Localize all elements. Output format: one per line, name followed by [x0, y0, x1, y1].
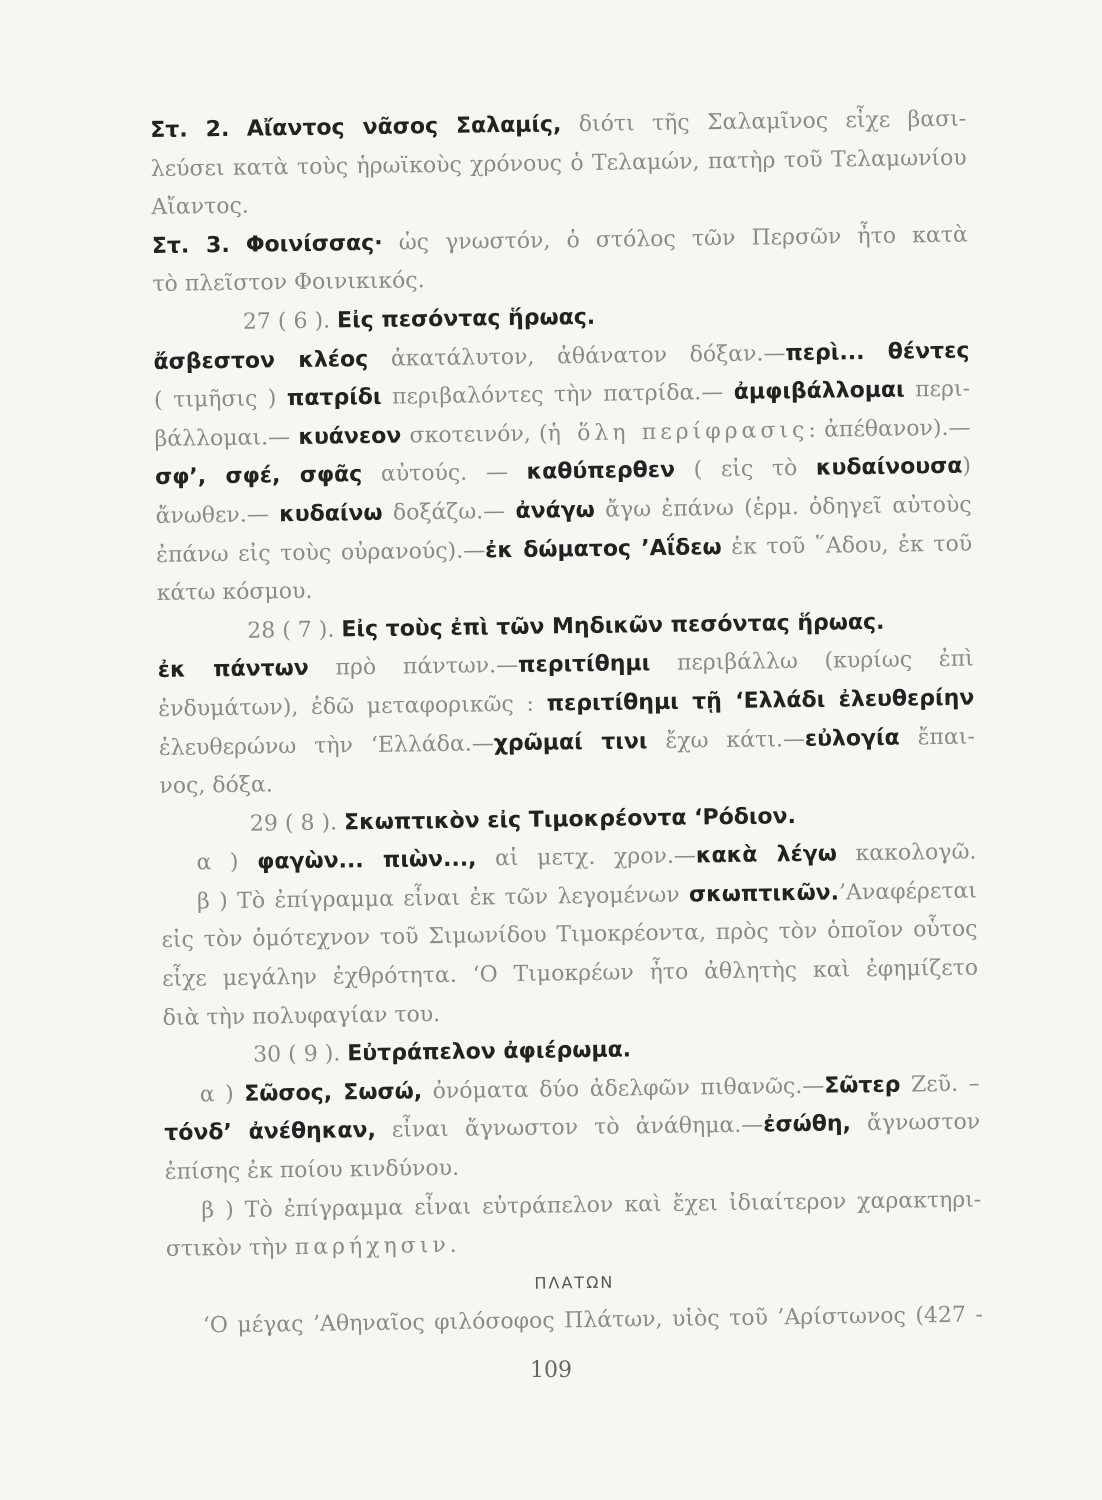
- text-line: ἐλευθερώνω τὴν ‘Ελλάδα.—χρῶμαί τινι ἔχω κάτι.—εὐλογία ἔπαι-: [158, 724, 975, 761]
- text-line: β ) Τὸ ἐπίγραμμα εἶναι ἐκ τῶν λεγομένων σκωπτικῶν.’Αναφέρεται: [196, 878, 978, 915]
- text-line: λεύσει κατὰ τοὺς ἡρωϊκοὺς χρόνους ὁ Τελαμών, πατὴρ τοῦ Τελαμωνίου: [150, 145, 967, 182]
- page-text: [150, 101, 983, 1347]
- gloss: διότι τῆς Σαλαμῖνος εἶχε βασι-: [561, 106, 967, 138]
- text-line: ἐνδυμάτων), ἐδῶ μεταφορικῶς : περιτίθημι τῇ ‘Ελλάδι ἐλευθερίην: [158, 685, 975, 722]
- epigram-heading: 30 ( 9 ). Εὐτράπελον ἀφιέρωμα.: [253, 1037, 632, 1068]
- epigram-heading: 29 ( 8 ). Σκωπτικὸν εἰς Τιμοκρέοντα ‘Ρόδιον.: [249, 803, 797, 837]
- text-line: Αἴαντος.: [151, 193, 249, 221]
- text-line: τὸ πλεῖστον Φοινικικός.: [152, 268, 425, 298]
- text-line: βάλλομαι.— κυάνεον σκοτεινόν, (ἡ ὅλη περίφρασις: ἀπέθανον).—: [154, 415, 971, 452]
- text-line: στικὸν τὴν παρήχησιν.: [165, 1232, 461, 1263]
- text-line: ἐπάνω εἰς τοὺς οὐρανούς).—ἐκ δώματος ’Αΐδεω ἐκ τοῦ ῞Αδου, ἐκ τοῦ: [156, 531, 973, 568]
- page-number: 109: [530, 1358, 572, 1383]
- term: Φοινίσσας·: [245, 230, 383, 258]
- text-line: ἄσβεστον κλέος ἀκατάλυτον, ἀθάνατον δόξαν.—περὶ... θέντες: [153, 338, 970, 375]
- text-line: εἶχε μεγάλην ἐχθρότητα. ‘Ο Τιμοκρέων ἦτο ἀθλητὴς καὶ ἐφημίζετο: [161, 955, 979, 992]
- text-line: σφ’, σφέ, σφᾶς αὐτούς. — καθύπερθεν ( εἰς τὸ κυδαίνουσα): [154, 453, 972, 491]
- text-line: διὰ τὴν πολυφαγίαν του.: [162, 1001, 441, 1031]
- text-line: εἰς τὸν ὁμότεχνον τοῦ Σιμωνίδου Τιμοκρέοντα, πρὸς τὸν ὁποῖον οὗτος: [161, 916, 978, 954]
- text-line: β ) Τὸ ἐπίγραμμα εἶναι εὐτράπελον καὶ ἔχει ἰδιαίτερον χαρακτηρι-: [201, 1187, 982, 1224]
- epigram-heading: 28 ( 7 ). Εἰς τοὺς ἐπὶ τῶν Μηδικῶν πεσόντας ἥρωας.: [247, 609, 885, 644]
- text-line: ἐπίσης ἐκ ποίου κινδύνου.: [164, 1155, 460, 1185]
- strophe-label: Στ. 2.: [150, 116, 230, 143]
- text-line: τόνδ’ ἀνέθηκαν, εἶναι ἄγνωστον τὸ ἀνάθημα.—ἐσώθη, ἄγνωστον: [164, 1109, 981, 1147]
- text-line: ( τιμῆσις ) πατρίδι περιβαλόντες τὴν πατρίδα.— ἀμφιβάλλομαι περι-: [153, 376, 971, 414]
- text-line: ἐκ πάντων πρὸ πάντων.—περιτίθημι περιβάλλω (κυρίως ἐπὶ: [157, 646, 974, 684]
- text-line: α ) φαγὼν... πιὼν..., αἱ μετχ. χρον.—κακὰ λέγω κακολογῶ.: [196, 839, 977, 876]
- text-line: ἄνωθεν.— κυδαίνω δοξάζω.— ἀνάγω ἄγω ἐπάνω (ἑρμ. ὁδηγεῖ αὐτοὺς: [155, 492, 972, 529]
- text-line: κάτω κόσμου.: [156, 578, 313, 607]
- section-title: ΠΛΑΤΩΝ: [534, 1272, 615, 1293]
- text-line: Στ. 3. Φοινίσσας· ὡς γνωστόν, ὁ στόλος τῶν Περσῶν ἦτο κατὰ: [151, 222, 968, 259]
- strophe-label: Στ. 3.: [151, 232, 230, 259]
- text-line: ‘Ο μέγας ’Αθηναῖος φιλόσοφος Πλάτων, υἱὸς τοῦ ’Αρίστωνος (427 -: [202, 1302, 984, 1339]
- epigram-heading: 27 ( 6 ). Εἰς πεσόντας ἥρωας.: [242, 304, 596, 335]
- term: Αἴαντος νᾶσος Σαλαμίς,: [246, 112, 562, 142]
- text-line: α ) Σῶσος, Σωσώ, ὀνόματα δύο ἀδελφῶν πιθανῶς.—Σῶτερ Ζεῦ. –: [199, 1071, 980, 1108]
- text-line: νος, δόξα.: [159, 772, 273, 800]
